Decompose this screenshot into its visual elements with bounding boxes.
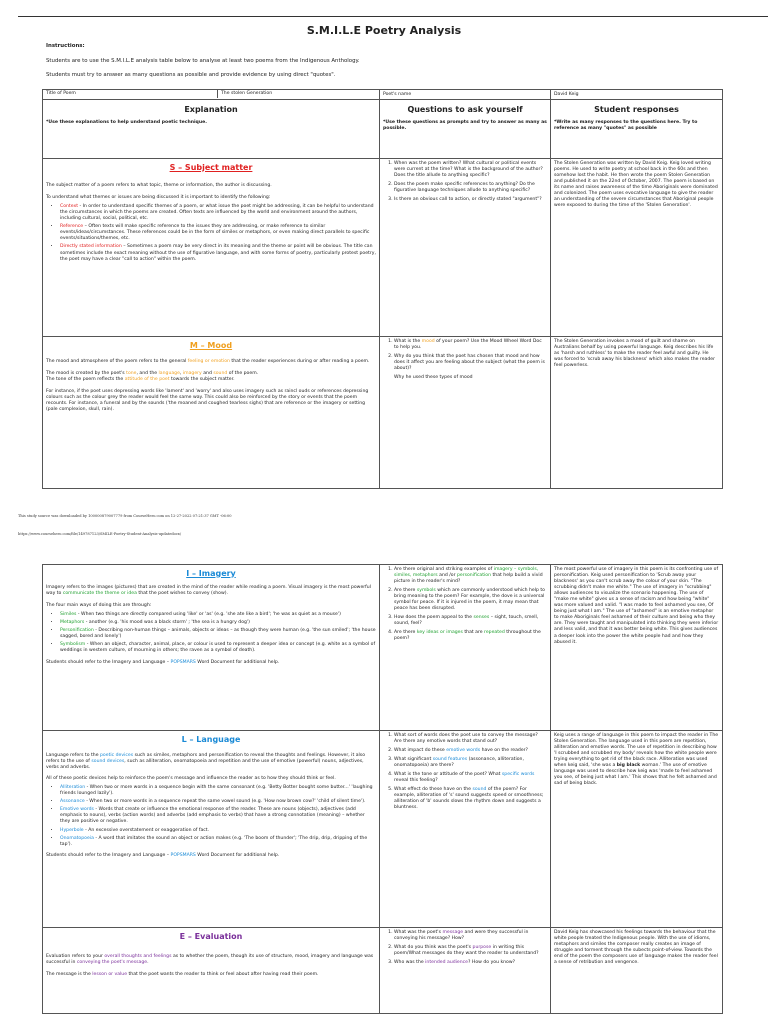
subject-questions — [383, 161, 547, 204]
language-reference: Students should refer to the Imagery and Language – POPSMARS Word Document for additional help. — [46, 852, 280, 858]
list-item: • Reference – Often texts will make specific reference to the issues they are addressing, or make reference to similar events/ideas/circumstances. These references could be in the form of similes or metaphors, or even making direct parallels to specific events/situations/themes, etc. — [60, 224, 376, 242]
mood-row — [43, 337, 723, 489]
language-paragraph-1: Language refers to the poetic devices such as similes, metaphors and personification to reveal the thoughts and feelings. However, it also refers to the use of sound devices, such as alliteration, onomatopoeia and repetition and the use of emotive (powerful) nouns, adjectives, verbs and adverbs. — [46, 752, 366, 770]
mood-paragraph-1: The mood and atmosphere of the poem refers to the general feeling or emotion that the reader experiences during or after reading a poem. — [46, 358, 370, 364]
imagery-questions — [383, 567, 547, 643]
list-item: • Assonance - When two or more words in a sequence repeat the same vowel sound (e.g. 'How now brown cow?' 'child of silent time'). — [60, 799, 376, 805]
list-item: 3. How does the poem appeal to the senses – sight, touch, smell, sound, feel? — [394, 615, 547, 627]
evaluation-section-title: E – Evaluation — [179, 931, 243, 941]
language-row — [43, 731, 723, 928]
evaluation-paragraph-2: The message is the lesson or value that the poet wants the reader to think or feel about after having read their poem. — [46, 971, 319, 977]
list-item: 3. Is there an obvious call to action, or directly stated "argument"? — [394, 197, 547, 203]
mood-questions — [383, 339, 547, 372]
mood-response: The Stolen Generation invokes a mood of guilt and shame on Australians behalf by using powerful language. Keig describes his life as 'harsh and ruthless' to make the reader feel awful and guilty. He was forced to 'scrub away his blackness' which also makes the reader feel powerless. — [551, 337, 723, 489]
explanation-heading: Explanation — [184, 104, 238, 114]
mood-paragraph-4: For instance, if the poet uses depressing words like 'lament' and 'worry' and also uses imagery such as raincl ouds or references depressing colours such as the colour grey the reader would feel the same way. This could also be reinforced by the story or events that the poem recounts. For instance, a funeral and by the sounds ('the moaned and coughed tearless sighs) that are reference or the imagery or setting (pale complexion, skull, rain). — [46, 388, 369, 413]
imagery-response: The most powerful use of imagery in this poem is its confronting use of personification. Keig used personification to 'Scrub away your blackness' as you can't scrub away the colour of your skin. "The scrubbing didn't make me white." The use of imagery in "scrubbing" allows audiences to visualize the scenario happening. The use of "make me white" gives us a sense of racism and how being "white" was more valued and valid. "I was made to feel ashamed you see, Of being just what I am." The use of "ashamed" is an emotive metaphor to make Aboriginals feel ashamed of their culture and being who they are. They were taught and manipulated into thinking they were inferior and less valid, and that it was better being white. This gives audiences a deeper look into the power the white people had and how they abused it. — [551, 565, 723, 731]
list-item: 4. What is the tone or attitude of the poet? What specific words reveal this feeling? — [394, 772, 547, 784]
title-of-poem-value: The stolen Generation — [221, 91, 273, 96]
page-title: S.M.I.L.E Poetry Analysis — [306, 24, 462, 37]
imagery-section-title: I – Imagery — [186, 568, 236, 578]
instructions-line-1: Students are to use the S.M.I.L.E analysis table below to analyse at least two poems from the Indigenous Anthology. — [46, 58, 360, 64]
subject-section-title: S – Subject matter — [169, 162, 253, 172]
list-item: 2. What impact do these emotive words have on the reader? — [394, 748, 547, 754]
list-item: 1. What is the mood of your poem? Use the Mood Wheel Word Doc to help you. — [394, 339, 547, 351]
list-item: 2. What do you think was the poet's purpose in writing this poem/What messages do they want the reader to understand? — [394, 945, 547, 957]
questions-note: *Use these questions as prompts and try to answer as many as possible. — [383, 119, 547, 131]
list-item: 3. Who was the intended audience? How do you know? — [394, 960, 547, 966]
header-row — [43, 100, 723, 159]
smile-table-page-1 — [42, 89, 723, 489]
smile-table-page-2 — [42, 564, 723, 1014]
list-item: 5. What effect do these have on the sound of the poem? For example, alliteration of 's' sound suggests speed or smoothness; alliteration of 'b' sounds slows the rhythm down and suggests a bluntness. — [394, 787, 547, 811]
questions-heading: Questions to ask yourself — [407, 104, 523, 114]
language-response: Keig uses a range of language in this poem to impact the reader in The Stolen Generation. The language used in this poem are repetition, alliteration and emotive words. The use of repetition in describing how 'I scrubbed and scrubbed my body' reveals how the white people were trying everything to get rid of the black race. Alliteration was used when keig said, 'she was a big black woman.' The use of emotive language was used to describe how keig was 'made to feel ashamed you see, of being just what I am.' This shows that he felt ashamed and sad of being black. — [551, 731, 723, 928]
mood-paragraph-3: The tone of the poem reflects the attitude of the poet towards the subject matter. — [46, 376, 235, 382]
language-paragraph-2: All of these poetic devices help to reinforce the poem's message and influence the reader as to how they should think or feel. — [46, 775, 336, 781]
imagery-paragraph-2: The four main ways of doing this are through: — [46, 602, 152, 608]
list-item: 2. Does the poem make specific references to anything? Do the figurative language techniques allude to anything specific? — [394, 182, 547, 194]
footer-url: https://www.coursehero.com/file/149787123/SMILE-Poetry-Student-Analysis-updatedocx/ — [18, 532, 182, 536]
list-item: 4. Are there key ideas or images that are repeated throughout the poem? — [394, 630, 547, 642]
subject-response: The Stolen Generation was written by David Keig. Keig loved writing poems. He used to write poetry at school back in the 60s and then somehow lost the habit. He then wrote the poem Stolen Generation and published it on the 22nd of October, 2007. The poem is based on its name and raises awareness of the time Aboriginals were dominated and colonized. The poem uses evocative language to give the reader an understanding of the severe circumstances that Aboriginal people were exposed to during the time of the 'Stolen Generation'. — [551, 159, 723, 337]
meta-row — [43, 90, 723, 100]
language-questions — [383, 733, 547, 812]
evaluation-response: David Keig has showcased his feelings towards the behaviour that the white people treated the Indigenous people. With the use of idioms, metaphors and similes the composer really creates an image of struggle and torment through the subects point-of-view. Towards the end of the poem the composers use of language makes the reader feel a sense of retribution and vengence. — [551, 928, 723, 1014]
mood-paragraph-2: The mood is created by the poet's tone, and the language, imagery and sound of the poem. — [46, 370, 259, 376]
evaluation-questions — [383, 930, 547, 966]
list-item: • Symbolism - When an object, character, animal, place, or colour is used to represent a deeper idea or concept (e.g. white as a symbol of weddings in western culture, of mourning in others; the raven as a symbol of death). — [60, 642, 376, 654]
list-item: 2. Why do you think that the poet has chosen that mood and how does it affect you are feeling about the subject (what the poem is about)? — [394, 354, 547, 372]
instructions-heading: Instructions: — [46, 43, 85, 49]
top-rule — [18, 16, 768, 17]
list-item: 2. Are there symbols which are commonly understood which help to bring meaning to the poem? For example, the dove is a universal symbol for peace. If it is injured in the poem, it may mean that peace has been disrupted. — [394, 588, 547, 612]
subject-bullets — [46, 204, 376, 263]
imagery-bullets — [46, 612, 376, 655]
explanation-note: *Use these explanations to help understand poetic technique. — [46, 119, 207, 125]
responses-heading: Student responses — [594, 104, 679, 114]
subject-paragraph-2: To understand what themes or issues are being discussed it is important to identify the following: — [46, 194, 271, 200]
responses-note: *Write as many responses to the questions here. Try to reference as many "quotes" as possible — [554, 119, 698, 131]
list-item: • Similes - When two things are directly compared using 'like' or 'as' (e.g. 'she ate like a bird'; 'he was as quiet as a mouse') — [60, 612, 376, 618]
title-of-poem-label: Title of Poem — [43, 90, 218, 98]
list-item: • Alliteration - When two or more words in a sequence begin with the same consonant (e.g. 'Betty Botter bought some butter...' 'laughing friends lounged lazily'). — [60, 785, 376, 797]
poet-name-value: David Keig — [551, 90, 723, 100]
evaluation-row — [43, 928, 723, 1014]
language-section-title: L – Language — [181, 734, 241, 744]
list-item: 1. When was the poem written? What cultural or political events were current at the time? What is the background of the author? Does the title allude to anything specific? — [394, 161, 547, 179]
mood-section-title: M – Mood — [189, 340, 233, 350]
subject-row — [43, 159, 723, 337]
list-item: 1. What was the poet's message and were they successful in conveying his message? How? — [394, 930, 547, 942]
list-item: • Personification - Describing non-human things – animals, objects or ideas – as though they were human (e.g. 'the sun smiled'; 'the house sagged, bored and lonely') — [60, 628, 376, 640]
mood-question-3: Why he used these types of mood — [394, 375, 473, 381]
list-item: • Metaphors - another (e.g. 'his mood was a black storm' ; 'the sea is a hungry dog') — [60, 620, 376, 626]
list-item: 3. What significant sound features (assonance, alliteration, onomatopoeia) are there? — [394, 757, 547, 769]
list-item: • Directly stated information – Sometimes a poem may be very direct in its meaning and the theme or point will be obvious. The title can sometimes include the exact meaning without the use of figurative language, and with some forms of poetry, particularly protest poetry, the poet may have a clear "call to action" within the poem. — [60, 244, 376, 262]
poet-name-label: Poet's name — [380, 90, 551, 100]
footer-download-note: This study source was downloaded by 100000879007779 from CourseHero.com on 12-27-2022 07:21:37 GMT -06:00 — [18, 514, 232, 518]
list-item: 1. What sort of words does the poet use to convey the message? Are there any emotive words that stand out? — [394, 733, 547, 745]
imagery-paragraph-1: Imagery refers to the images (pictures) that are created in the mind of the reader while reading a poem. Visual imagery is the most powerful way to communicate the theme or idea that the poet wishes to convey (show). — [46, 584, 371, 596]
list-item: • Context - In order to understand specific themes of a poem, or what issue the poet might be addressing, it can be helpful to understand the circumstances in which the poems are created. Often texts are influenced by the world and environment around the authors, including cultural, social, political, etc. — [60, 204, 376, 222]
evaluation-paragraph-1: Evaluation refers to your overall thoughts and feelings as to whether the poem, though its use of structure, mood, imagery and language was successful in conveying the poet's message. — [46, 953, 374, 965]
list-item: • Hyperbole - An excessive overstatement or exaggeration of fact. — [60, 828, 376, 834]
imagery-row — [43, 565, 723, 731]
list-item: 1. Are there original and striking examples of imagery – symbols, similes, metaphors and /or personification that help build a vivid picture in the reader's mind? — [394, 567, 547, 585]
language-bullets — [46, 785, 376, 848]
list-item: • Emotive words - Words that create or influence the emotional response of the reader. These are nouns (objects), adjectives (add emphasis to nouns), verbs (action words) and adverbs (add emphasis to verbs) that have a strong connotation (meaning) – whether they are positive or negative. — [60, 807, 376, 825]
imagery-reference: Students should refer to the Imagery and Language – POPSMARS Word Document for additional help. — [46, 660, 280, 666]
instructions-line-2: Students must try to answer as many questions as possible and provide evidence by using direct "quotes". — [46, 72, 336, 78]
subject-paragraph-1: The subject matter of a poem refers to what topic, theme or information, the author is discussing. — [46, 182, 272, 188]
list-item: • Onomatopoeia - A word that imitates the sound an object or action makes (e.g. 'The boom of thunder'; 'The drip, drip, dripping of the tap'). — [60, 836, 376, 848]
